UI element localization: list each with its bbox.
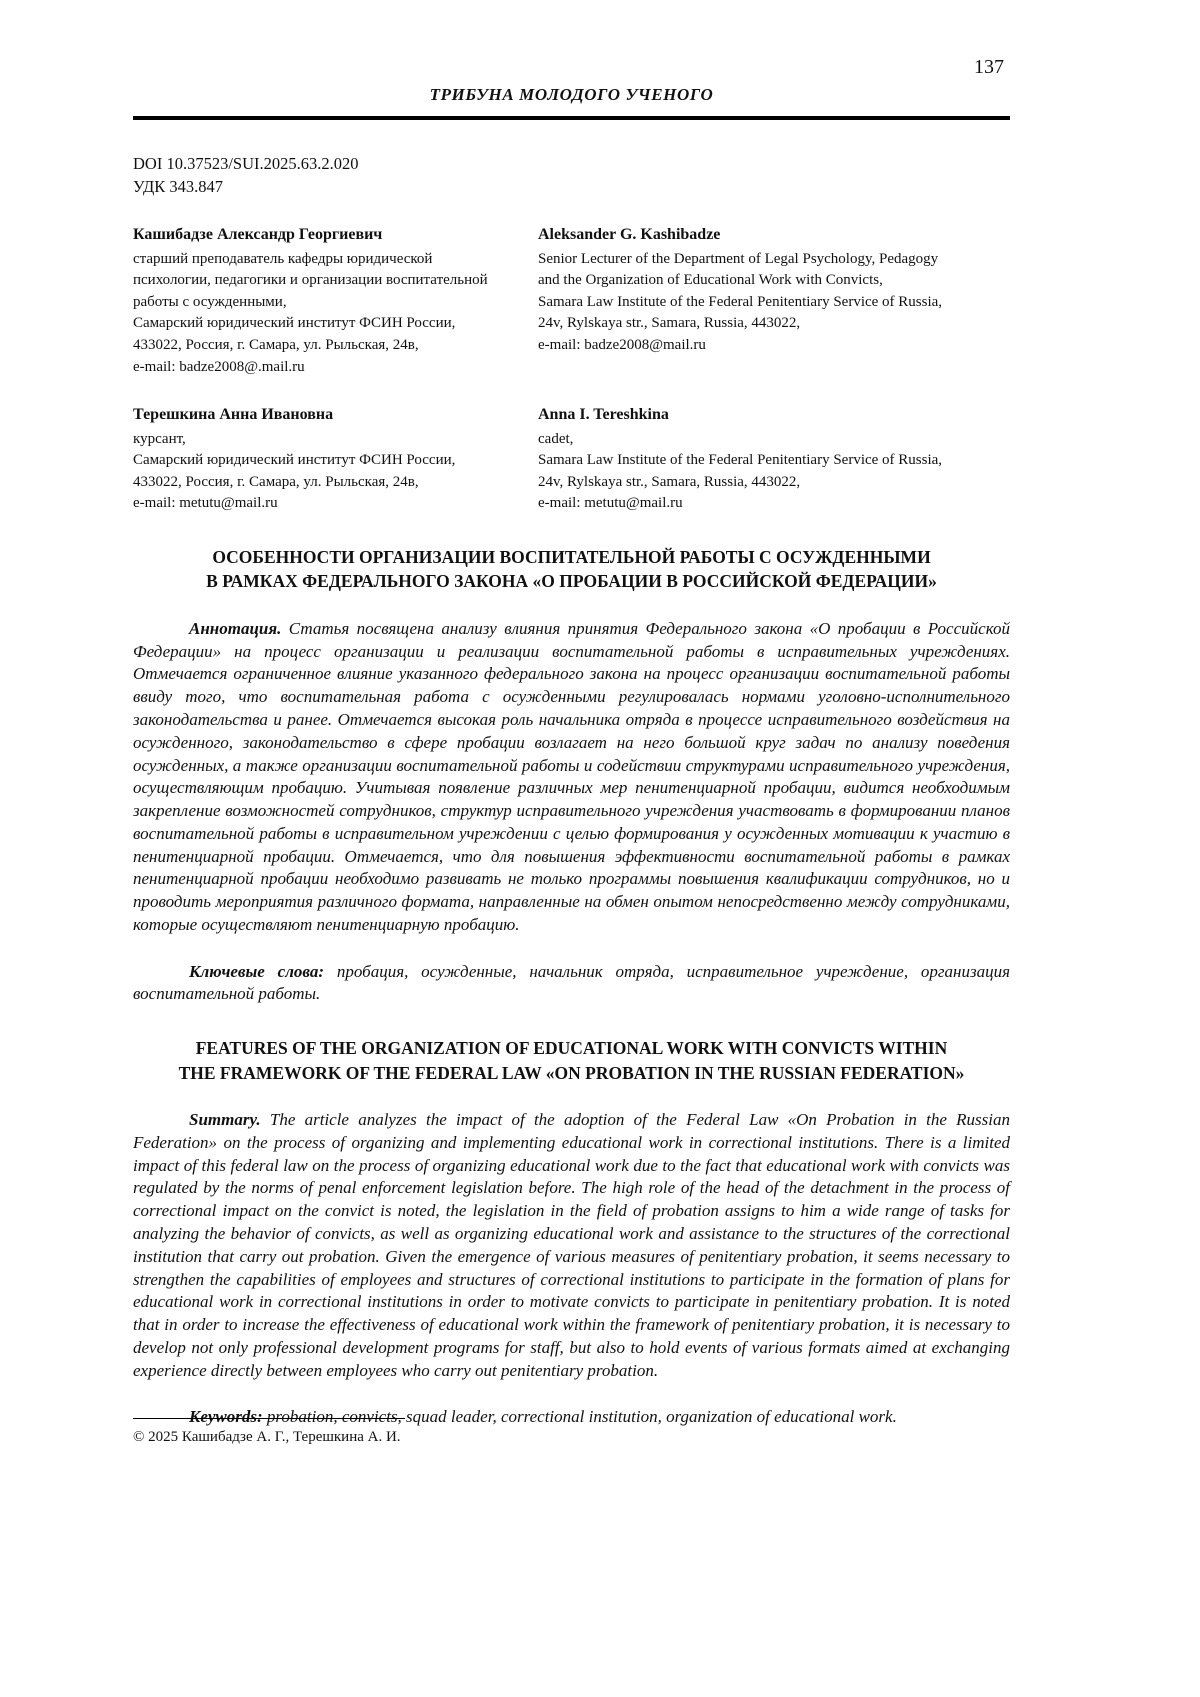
author-2-en: [538, 404, 1010, 515]
running-head: ТРИБУНА МОЛОДОГО УЧЕНОГО: [429, 85, 714, 104]
doi-line: DOI 10.37523/SUI.2025.63.2.020: [133, 154, 359, 173]
abstract-label: Аннотация.: [189, 618, 282, 638]
summary-text: The article analyzes the impact of the adoption of the Federal Law «On Probation in the Russian Federation» on the process of organizing and implementing educational work in correctional institutions. There is a limited impact of this federal law on the process of organizing educational work due to the fact that educational work with convicts was regulated by the norms of penal enforcement legislation before. The high role of the head of the detachment in the process of correctional impact on the convict is noted, the legislation in the field of probation assigns to him a wide range of tasks for analyzing the behavior of convicts, as well as organizing educational work and assistance to the structures of the correctional institution that carry out probation. Given the emergence of various measures of penitentiary probation, it seems necessary to strengthen the capabilities of employees and structures of correctional institutions to participate in the formation of plans for educational work in correctional institutions in order to motivate convicts to participate in penitentiary probation. It is noted that in order to increase the effectiveness of educational work within the framework of penitentiary probation, it is necessary to develop not only professional development programs for staff, but also to hold events of various formats aimed at exchanging experience directly between employees who carry out penitentiary probation.: [133, 1110, 1010, 1380]
author-1-en: [538, 224, 1010, 378]
author-1-en-name: Aleksander G. Kashibadze: [538, 226, 721, 244]
author-1-ru-details: старший преподаватель кафедры юридической психологии, педагогики и организации воспитательной работы с осужденными, Самарский юридический институт ФСИН России, 433022, Россия, г. Самара, ул. Рыльская, 24в, e-mail: badze2008@.mail.ru: [133, 250, 488, 375]
author-block-1: [133, 224, 1010, 378]
author-1-ru: [133, 224, 514, 378]
author-1-ru-name: Кашибадзе Александр Георгиевич: [133, 226, 383, 244]
abstract-paragraph: [133, 618, 1010, 937]
footnote-rule: [133, 1418, 405, 1419]
article-title-en: FEATURES OF THE ORGANIZATION OF EDUCATIONAL WORK WITH CONVICTS WITHIN THE FRAMEWORK OF THE FEDERAL LAW «ON PROBATION IN THE RUSSIAN FEDERATION»: [178, 1038, 965, 1083]
summary-label: Summary.: [189, 1110, 261, 1130]
keywords-en-text: probation, convicts, squad leader, correctional institution, organization of educational work.: [266, 1407, 897, 1427]
summary-paragraph: [133, 1109, 1010, 1382]
keywords-ru-text: пробация, осужденные, начальник отряда, исправительное учреждение, организация воспитательной работы.: [133, 961, 1010, 1004]
author-2-ru-details: курсант, Самарский юридический институт ФСИН России, 433022, Россия, г. Самара, ул. Рыльская, 24в, e-mail: metutu@mail.ru: [133, 430, 456, 512]
page-footer: [133, 1418, 1010, 1446]
keywords-ru-paragraph: [133, 961, 1010, 1007]
copyright-line: © 2025 Кашибадзе А. Г., Терешкина А. И.: [133, 1429, 401, 1445]
udk-line: УДК 343.847: [133, 177, 224, 197]
article-meta: [133, 152, 1010, 198]
header-rule: [133, 116, 1010, 120]
keywords-en-label: Keywords:: [189, 1407, 263, 1427]
author-2-en-details: cadet, Samara Law Institute of the Federal Penitentiary Service of Russia, 24v, Rylskaya str., Samara, Russia, 443022, e-mail: metutu@mail.ru: [538, 430, 943, 512]
keywords-ru-label: Ключевые слова:: [189, 961, 325, 981]
author-2-ru-name: Терешкина Анна Ивановна: [133, 406, 334, 424]
author-block-2: [133, 404, 1010, 515]
page-number: 137: [974, 56, 1004, 78]
author-1-en-details: Senior Lecturer of the Department of Legal Psychology, Pedagogy and the Organization of Educational Work with Convicts, Samara Law Institute of the Federal Penitentiary Service of Russia, 24v, Rylskaya str., Samara, Russia, 443022, e-mail: badze2008@mail.ru: [538, 250, 943, 353]
author-2-ru: [133, 404, 514, 515]
article-title-ru: ОСОБЕННОСТИ ОРГАНИЗАЦИИ ВОСПИТАТЕЛЬНОЙ РАБОТЫ С ОСУЖДЕННЫМИ В РАМКАХ ФЕДЕРАЛЬНОГО ЗАКОНА «О ПРОБАЦИИ В РОССИЙСКОЙ ФЕДЕРАЦИИ»: [206, 546, 937, 592]
abstract-text: Статья посвящена анализу влияния принятия Федерального закона «О пробации в Российской Федерации» на процесс организации и реализации воспитательной работы в исправительных учреждениях. Отмечается ограниченное влияние указанного федерального закона на процесс организации воспитательной работы ввиду того, что воспитательная работа с осужденными регулировалась нормами уголовно-исполнительного законодательства и ранее. Отмечается высокая роль начальника отряда в процессе исправительного воздействия на осужденного, законодательство в сфере пробации возлагает на него большой круг задач по анализу поведения осужденных, а также организации воспитательной работы и содействии структурами исправительного учреждения, осуществляющим пробацию. Учитывая появление различных мер пенитенциарной пробации, видится необходимым закрепление возможностей сотрудников, структур исправительного учреждения участвовать в формировании планов воспитательной работы в исправительном учреждении с целью формирования у осужденных мотивации к участию в пенитенциарной пробации. Отмечается, что для повышения эффективности воспитательной работы в рамках пенитенциарной пробации необходимо развивать не только программы повышения квалификации сотрудников, но и проводить мероприятия различного формата, направленные на обмен опытом непосредственно между сотрудниками, которые осуществляют пенитенциарную пробацию.: [133, 618, 1010, 934]
author-2-en-name: Anna I. Tereshkina: [538, 406, 669, 424]
